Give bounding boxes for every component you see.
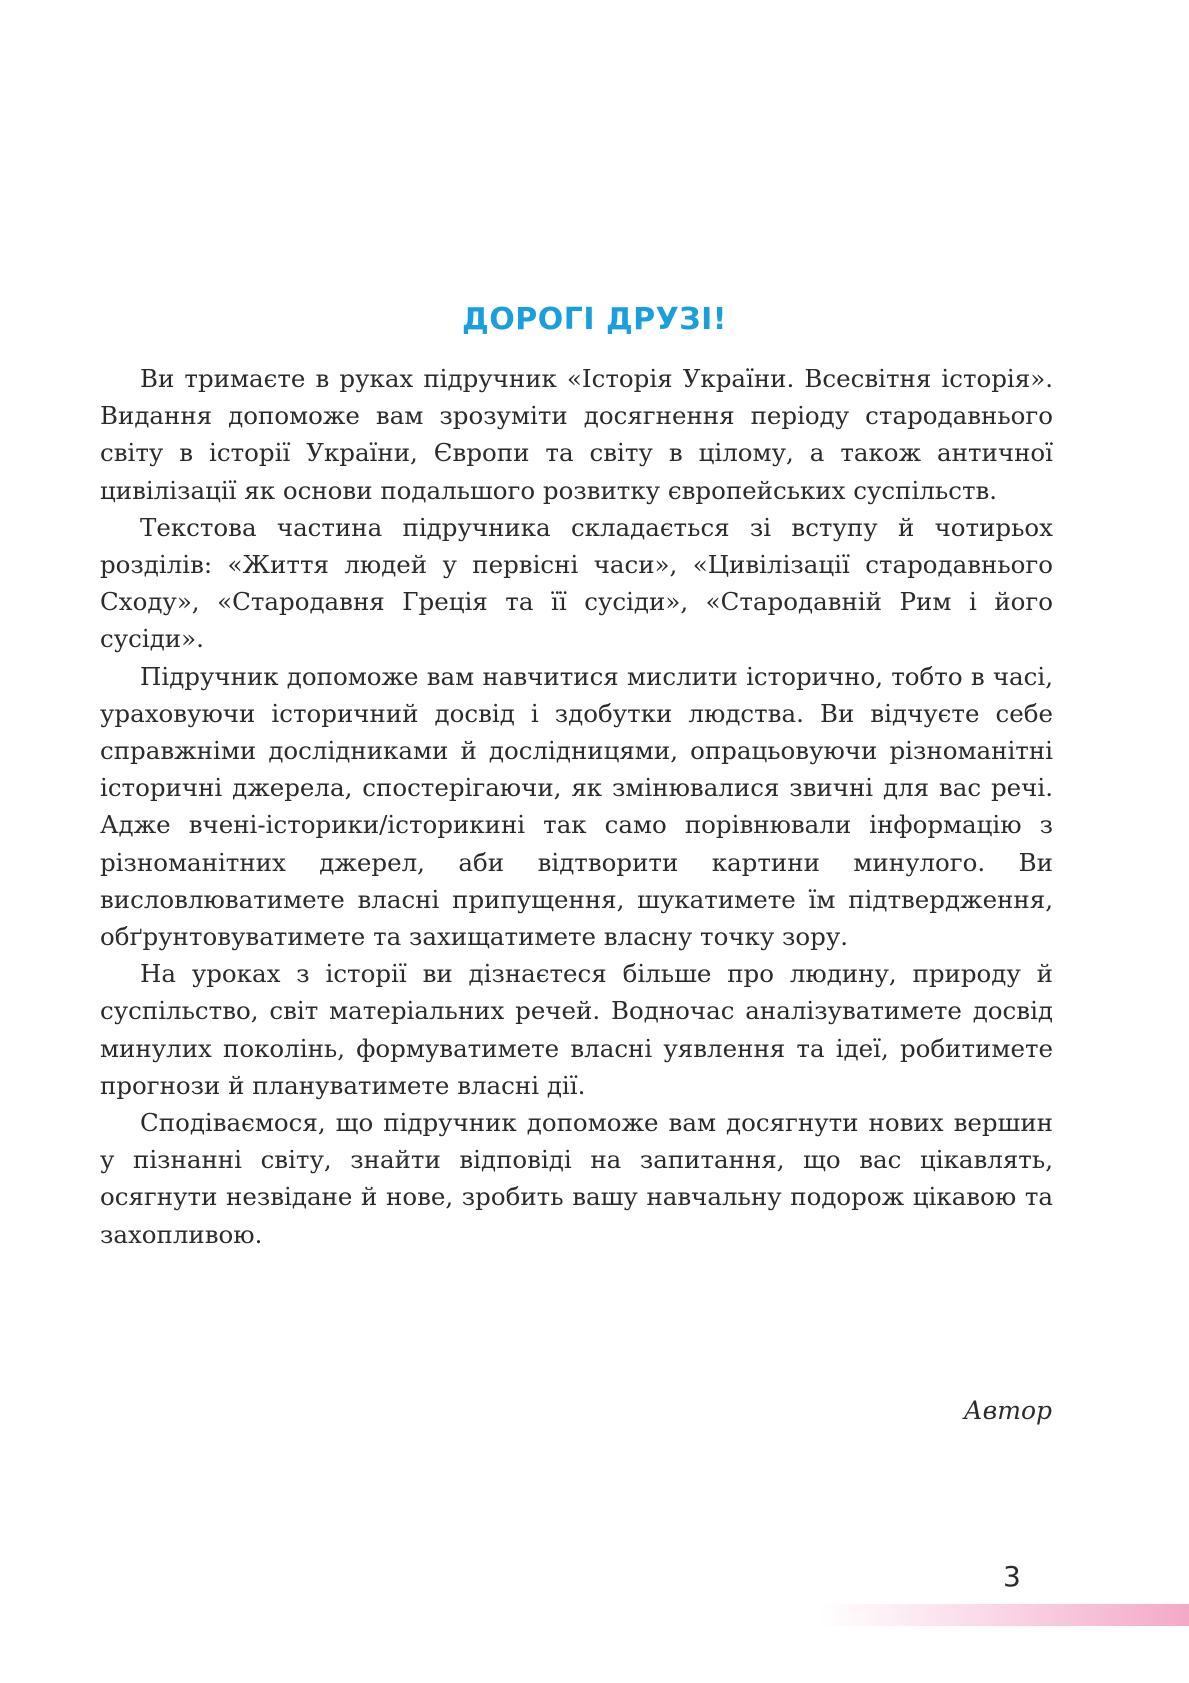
author-signature: Автор [963, 1396, 1052, 1425]
paragraph-lessons: На уроках з історії ви дізнаєтеся більше про людину, природу й суспільство, світ матеріальних речей. Водночас аналізуватимете досвід минулих поколінь, формуватимете власні уявлення та ідеї, робитимете прогнози й плануватимете власні дії. [100, 959, 1053, 1100]
paragraph-intro: Ви тримаєте в руках підручник «Історія України. Всесвітня історія». Видання допоможе вам зрозуміти досягнення періоду стародавнього світу в історії України, Європи та світу в цілому, а також античної цивілізації як основи подальшого розвитку європейських суспільств. [100, 364, 1053, 505]
page-number: 3 [1003, 1560, 1021, 1593]
body-text [100, 360, 1053, 1253]
page-number-decor-bar [820, 1604, 1189, 1626]
page-title: ДОРОГІ ДРУЗІ! [462, 302, 727, 337]
paragraph-structure: Текстова частина підручника складається зі вступу й чотирьох розділів: «Життя людей у первісні часи», «Цивілізації стародавнього Сходу», «Стародавня Греція та її сусіди», «Стародавній Рим і його сусіди». [100, 512, 1053, 654]
paragraph-closing: Сподіваємося, що підручник допоможе вам досягнути нових вершин у пізнанні світу, знайти відповіді на запитання, що вас цікавлять, осягнути незвідане й нове, зробить вашу навчальну подорож цікавою та захопливою. [100, 1108, 1053, 1249]
paragraph-skills: Підручник допоможе вам навчитися мислити історично, тобто в часі, ураховуючи історичний досвід і здобутки людства. Ви відчуєте себе справжніми дослідниками й дослідницями, опрацьовуючи різноманітні історичні джерела, спостерігаючи, як змінювалися звичні для вас речі. Адже вчені-історики/історикині так само порівнювали інформацію з різноманітних джерел, аби відтворити картини минулого. Ви висловлюватимете власні припущення, шукатимете їм підтвердження, обґрунтовуватимете та захищатимете власну точку зору. [100, 661, 1053, 952]
